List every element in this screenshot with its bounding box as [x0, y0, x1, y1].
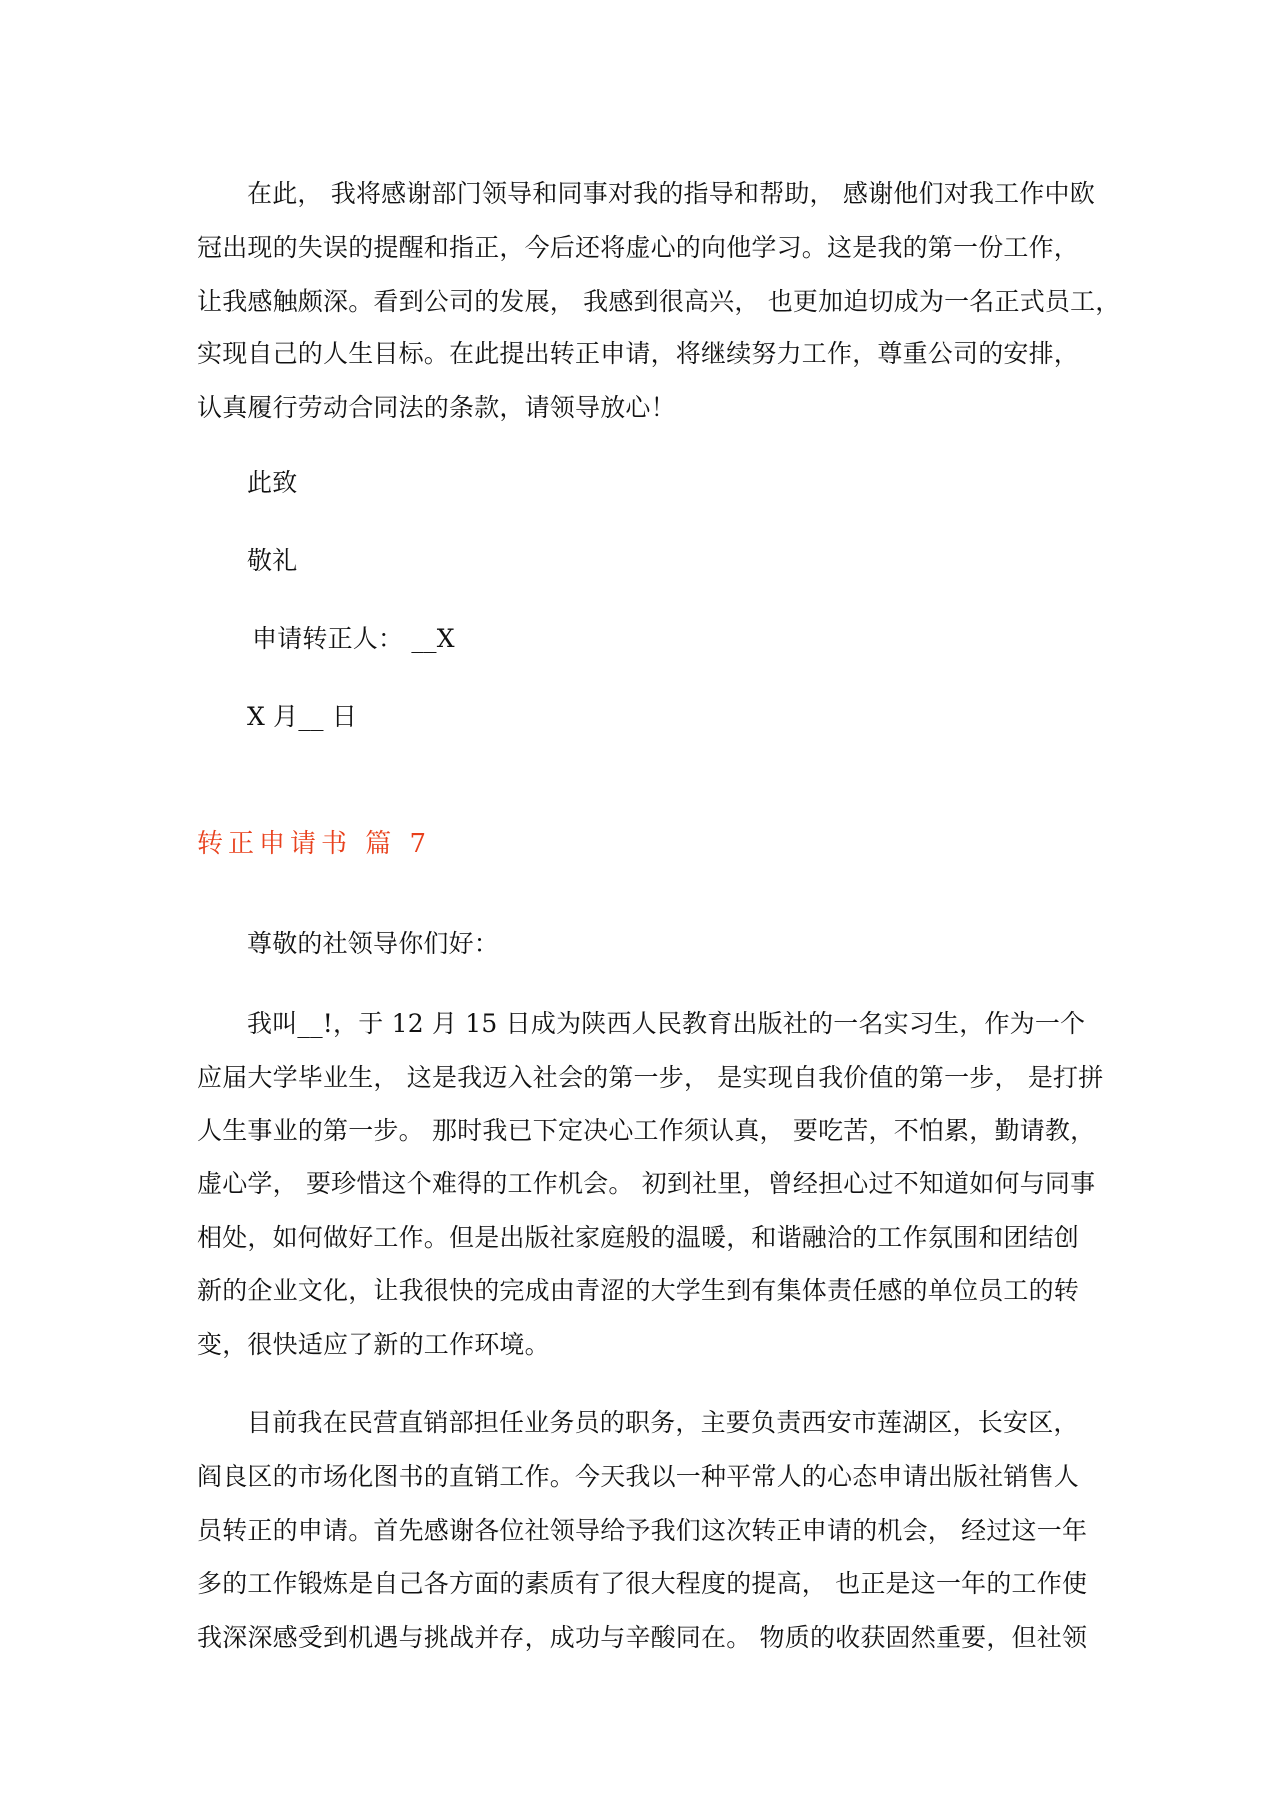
paragraph-line: 多的工作锻炼是自己各方面的素质有了很大程度的提高， 也正是这一年的工作使	[197, 1569, 1088, 1598]
paragraph-line: 员转正的申请。首先感谢各位社领导给予我们这次转正申请的机会， 经过这一年	[197, 1516, 1088, 1545]
paragraph-line: 让我感触颇深。看到公司的发展， 我感到很高兴， 也更加迫切成为一名正式员工，	[197, 287, 1121, 316]
paragraph-line: 相处，如何做好工作。但是出版社家庭般的温暖，和谐融洽的工作氛围和团结创	[197, 1223, 1080, 1252]
paragraph-line: 实现自己的人生目标。在此提出转正申请，将继续努力工作，尊重公司的安排，	[197, 339, 1080, 368]
paragraph-line: 虚心学， 要珍惜这个难得的工作机会。 初到社里，曾经担心过不知道如何与同事	[197, 1169, 1096, 1198]
paragraph-line: 我深深感受到机遇与挑战并存，成功与辛酸同在。 物质的收获固然重要，但社领	[197, 1623, 1088, 1652]
closing-line-1: 此致	[247, 468, 298, 497]
paragraph-line: 应届大学毕业生， 这是我迈入社会的第一步， 是实现自我价值的第一步， 是打拼	[197, 1063, 1104, 1092]
paragraph-line: 我叫__!，于 12 月 15 日成为陕西人民教育出版社的一名实习生，作为一个	[247, 1009, 1086, 1038]
paragraph-line: 目前我在民营直销部担任业务员的职务，主要负责西安市莲湖区，长安区，	[247, 1408, 1079, 1437]
paragraph-line: 在此， 我将感谢部门领导和同事对我的指导和帮助， 感谢他们对我工作中欧	[247, 179, 1095, 208]
salutation: 尊敬的社领导你们好：	[247, 929, 500, 958]
paragraph-line: 冠出现的失误的提醒和指正，今后还将虚心的向他学习。这是我的第一份工作，	[197, 233, 1080, 262]
section-title: 转正申请书 篇 7	[197, 829, 432, 859]
applicant-signature: 申请转正人： __X	[252, 624, 455, 653]
paragraph-line: 人生事业的第一步。 那时我已下定决心工作须认真， 要吃苦，不怕累，勤请教，	[197, 1116, 1096, 1145]
paragraph-line: 新的企业文化，让我很快的完成由青涩的大学生到有集体责任感的单位员工的转	[197, 1276, 1080, 1305]
closing-line-2: 敬礼	[247, 546, 298, 575]
paragraph-line: 阎良区的市场化图书的直销工作。今天我以一种平常人的心态申请出版社销售人	[197, 1462, 1080, 1491]
paragraph-line: 变，很快适应了新的工作环境。	[197, 1330, 550, 1359]
date-line: X 月__ 日	[247, 702, 358, 731]
paragraph-line: 认真履行劳动合同法的条款，请领导放心！	[197, 393, 676, 422]
